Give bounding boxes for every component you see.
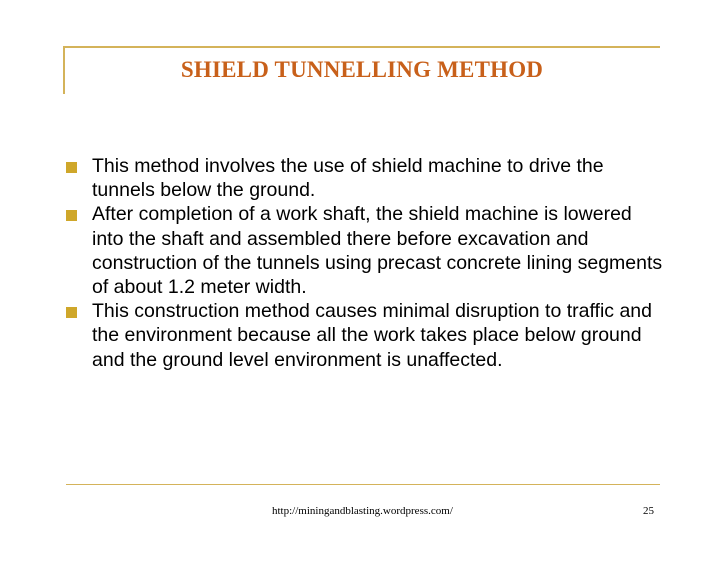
bullet-list	[66, 154, 666, 372]
bullet-item	[66, 299, 666, 372]
bullet-text: This method involves the use of shield machine to drive the tunnels below the ground.	[92, 155, 604, 202]
square-bullet-icon	[66, 307, 77, 318]
title-frame-top-line	[64, 46, 660, 48]
bullet-text: After completion of a work shaft, the shield machine is lowered into the shaft and assembled there before excavation and construction of the tunnels using precast concrete lining segments of about 1.2 meter width.	[92, 203, 663, 299]
slide-title: SHIELD TUNNELLING METHOD	[180, 57, 544, 82]
bullet-text: This construction method causes minimal disruption to traffic and the environment because all the work takes place below ground and the ground level environment is unaffected.	[92, 300, 652, 371]
footer-url: http://miningandblasting.wordpress.com/	[272, 505, 453, 517]
bullet-item	[66, 154, 666, 202]
page-number: 25	[643, 505, 654, 517]
square-bullet-icon	[66, 162, 77, 173]
square-bullet-icon	[66, 210, 77, 221]
bullet-item	[66, 202, 666, 299]
footer-divider	[66, 484, 660, 485]
